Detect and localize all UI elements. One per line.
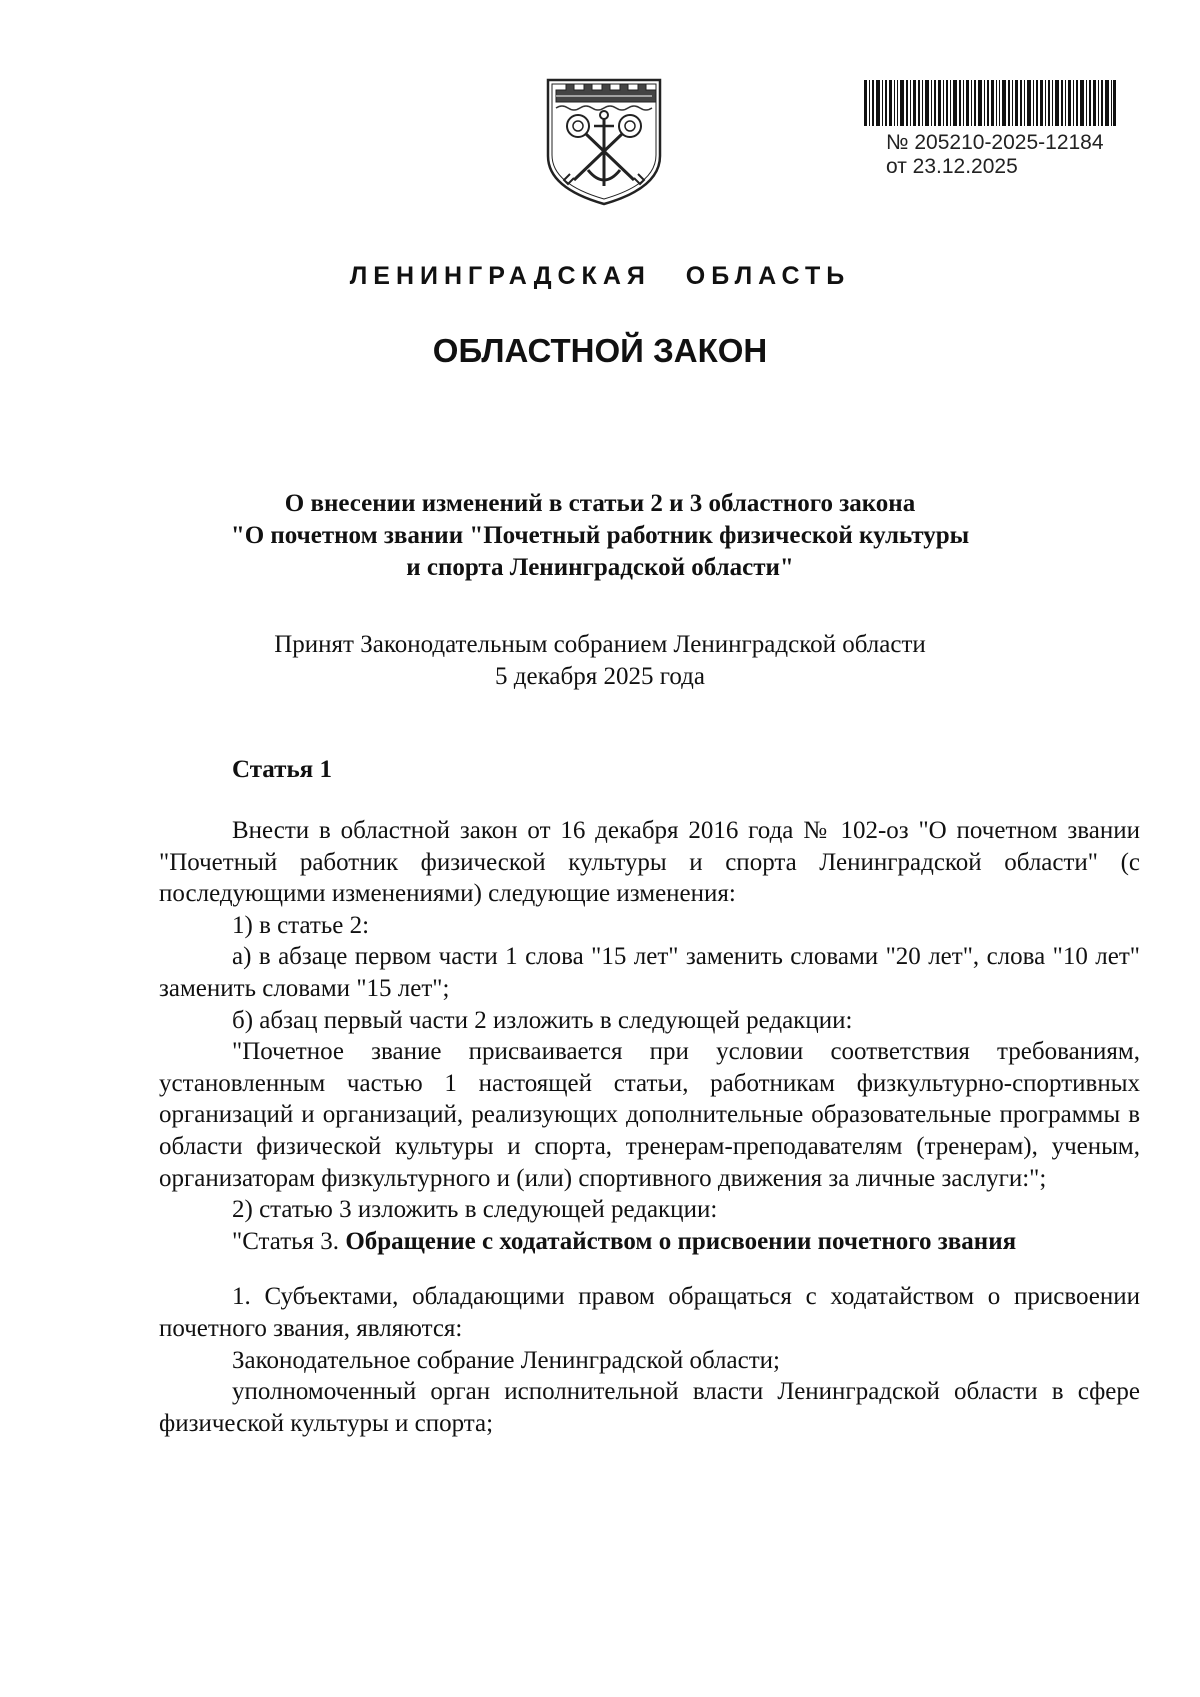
law-title-line: О внесении изменений в статьи 2 и 3 областного закона — [284, 490, 916, 517]
paragraph: 1. Субъектами, обладающими правом обращаться с ходатайством о присвоении почетного звания, являются: — [159, 1283, 1140, 1342]
paragraph: б) абзац первый части 2 изложить в следующей редакции: — [232, 1006, 853, 1034]
adoption-line: Принят Законодательным собранием Ленинградской области — [274, 631, 926, 658]
coat-of-arms-emblem — [542, 76, 666, 208]
article-body — [159, 815, 1140, 1439]
paragraph: уполномоченный орган исполнительной власти Ленинградской области в сфере физической культуры и спорта; — [159, 1378, 1140, 1437]
law-title — [100, 488, 1100, 584]
paragraph: 2) статью 3 изложить в следующей редакции: — [232, 1196, 718, 1224]
paragraph: Внести в областной закон от 16 декабря 2016 года № 102-оз "О почетном звании "Почетный работник физической культуры и спорта Ленинградской области" (с последующими изменениями) следующие изменения: — [159, 817, 1140, 908]
paragraph: 1) в статье 2: — [232, 911, 370, 939]
article-3-heading — [159, 1226, 1140, 1258]
registration-number: № 205210-2025-12184 — [886, 131, 1104, 154]
barcode — [864, 80, 1116, 126]
adoption-note — [100, 629, 1100, 693]
paragraph: Законодательное собрание Ленинградской области; — [232, 1346, 780, 1374]
paragraph: "Почетное звание присваивается при условии соответствия требованиям, установленным частью 1 настоящей статьи, работникам физкультурно-спортивных организаций и организаций, реализующих дополнительные образовательные программы в области физической культуры и спорта, тренерам-преподавателям (тренерам), ученым, организаторам физкультурного и (или) спортивного движения за личные заслуги:"; — [159, 1038, 1140, 1192]
article-heading: Статья 1 — [232, 756, 332, 783]
law-title-line: и спорта Ленинградской области" — [406, 554, 794, 581]
registration-date: от 23.12.2025 — [886, 155, 1018, 178]
law-title-line: "О почетном звании "Почетный работник физической культуры — [230, 522, 970, 549]
article-3-title: Обращение с ходатайством о присвоении почетного звания — [345, 1227, 1017, 1255]
paragraph: а) в абзаце первом части 1 слова "15 лет" заменить словами "20 лет", слова "10 лет" заменить словами "15 лет"; — [159, 943, 1140, 1002]
region-name: ЛЕНИНГРАДСКАЯ ОБЛАСТЬ — [349, 262, 851, 290]
registration-stamp — [886, 131, 1104, 179]
adoption-date: 5 декабря 2025 года — [495, 663, 705, 690]
document-type: ОБЛАСТНОЙ ЗАКОН — [432, 332, 768, 369]
article-3-prefix: "Статья 3. — [232, 1227, 346, 1255]
